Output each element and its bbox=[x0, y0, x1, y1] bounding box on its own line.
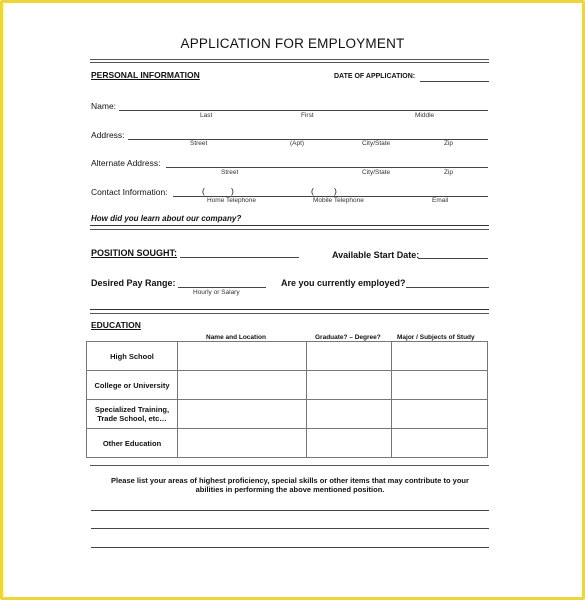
name-sub-first: First bbox=[301, 112, 314, 119]
address-sub-city-state: City/State bbox=[362, 140, 391, 147]
cell-name-location[interactable] bbox=[178, 429, 307, 458]
cell-graduate-degree[interactable] bbox=[307, 400, 392, 429]
section-divider bbox=[90, 225, 489, 226]
contact-sub-mobile: Mobile Telephone bbox=[313, 197, 364, 204]
cell-name-location[interactable] bbox=[178, 342, 307, 371]
table-row bbox=[87, 400, 488, 429]
mobile-phone-paren-close: ) bbox=[334, 186, 337, 196]
date-of-application-label: DATE OF APPLICATION: bbox=[334, 73, 416, 80]
contact-info-label: Contact Information: bbox=[91, 187, 168, 197]
date-of-application-field[interactable] bbox=[420, 81, 489, 82]
cell-name-location[interactable] bbox=[178, 371, 307, 400]
row-label-other-education: Other Education bbox=[87, 429, 178, 458]
skills-answer-line[interactable] bbox=[91, 510, 489, 511]
position-sought-label: POSITION SOUGHT: bbox=[91, 248, 178, 258]
home-phone-paren-open: ( bbox=[202, 186, 205, 196]
education-heading: EDUCATION bbox=[91, 320, 141, 330]
address-field[interactable] bbox=[128, 139, 488, 140]
alternate-address-label: Alternate Address: bbox=[91, 158, 161, 168]
page-title: APPLICATION FOR EMPLOYMENT bbox=[180, 36, 405, 51]
skills-answer-line[interactable] bbox=[91, 547, 489, 548]
name-sub-last: Last bbox=[200, 112, 213, 119]
skills-answer-line[interactable] bbox=[91, 528, 489, 529]
available-start-date-label: Available Start Date: bbox=[332, 250, 420, 260]
section-divider bbox=[90, 309, 489, 310]
row-label-college: College or University bbox=[87, 371, 178, 400]
section-divider bbox=[90, 229, 489, 230]
cell-name-location[interactable] bbox=[178, 400, 307, 429]
column-header-graduate-degree: Graduate? – Degree? bbox=[315, 334, 381, 341]
address-sub-zip: Zip bbox=[444, 140, 454, 147]
alt-address-sub-street: Street bbox=[221, 169, 239, 176]
available-start-date-field[interactable] bbox=[418, 258, 488, 259]
cell-major[interactable] bbox=[392, 342, 488, 371]
address-label: Address: bbox=[91, 130, 125, 140]
alt-address-sub-city-state: City/State bbox=[362, 169, 391, 176]
name-label: Name: bbox=[91, 101, 117, 111]
cell-graduate-degree[interactable] bbox=[307, 342, 392, 371]
name-sub-middle: Middle bbox=[415, 112, 435, 119]
skills-instructions bbox=[90, 476, 490, 494]
title-divider bbox=[90, 62, 489, 63]
cell-major[interactable] bbox=[392, 371, 488, 400]
table-row bbox=[87, 429, 488, 458]
section-divider bbox=[90, 313, 489, 314]
home-phone-paren-close: ) bbox=[231, 186, 234, 196]
title-divider bbox=[90, 59, 489, 60]
desired-pay-range-field[interactable] bbox=[178, 287, 266, 288]
mobile-phone-paren-open: ( bbox=[311, 186, 314, 196]
column-header-name-location: Name and Location bbox=[206, 334, 266, 341]
cell-graduate-degree[interactable] bbox=[307, 429, 392, 458]
currently-employed-field[interactable] bbox=[406, 287, 489, 288]
row-label-high-school: High School bbox=[87, 342, 178, 371]
position-sought-field[interactable] bbox=[180, 257, 299, 258]
column-header-major: Major / Subjects of Study bbox=[397, 334, 475, 341]
row-label-specialized-training bbox=[87, 400, 178, 429]
alternate-address-field[interactable] bbox=[166, 167, 488, 168]
desired-pay-range-label: Desired Pay Range: bbox=[91, 278, 176, 288]
cell-graduate-degree[interactable] bbox=[307, 371, 392, 400]
address-sub-apt: (Apt) bbox=[290, 140, 305, 147]
contact-sub-email: Email bbox=[432, 197, 449, 204]
contact-sub-home: Home Telephone bbox=[207, 197, 257, 204]
row-label-line-1: Specialized Training, bbox=[94, 405, 170, 414]
alt-address-sub-zip: Zip bbox=[444, 169, 454, 176]
skills-line-1: Please list your areas of highest proficiency, special skills or other items that may contribute to your bbox=[111, 476, 469, 485]
learn-about-company-label: How did you learn about our company? bbox=[91, 214, 242, 223]
row-label-line-2: Trade School, etc… bbox=[97, 414, 167, 423]
cell-major[interactable] bbox=[392, 429, 488, 458]
pay-sub-hourly-salary: Hourly or Salary bbox=[193, 289, 240, 296]
personal-info-heading: PERSONAL INFORMATION bbox=[91, 70, 200, 80]
name-field[interactable] bbox=[119, 110, 488, 111]
table-row bbox=[87, 371, 488, 400]
table-row bbox=[87, 342, 488, 371]
cell-major[interactable] bbox=[392, 400, 488, 429]
address-sub-street: Street bbox=[190, 140, 208, 147]
education-table bbox=[86, 341, 488, 458]
skills-line-2: abilities in performing the above mentioned position. bbox=[195, 485, 385, 494]
currently-employed-label: Are you currently employed? bbox=[281, 278, 406, 288]
section-divider bbox=[90, 465, 489, 466]
